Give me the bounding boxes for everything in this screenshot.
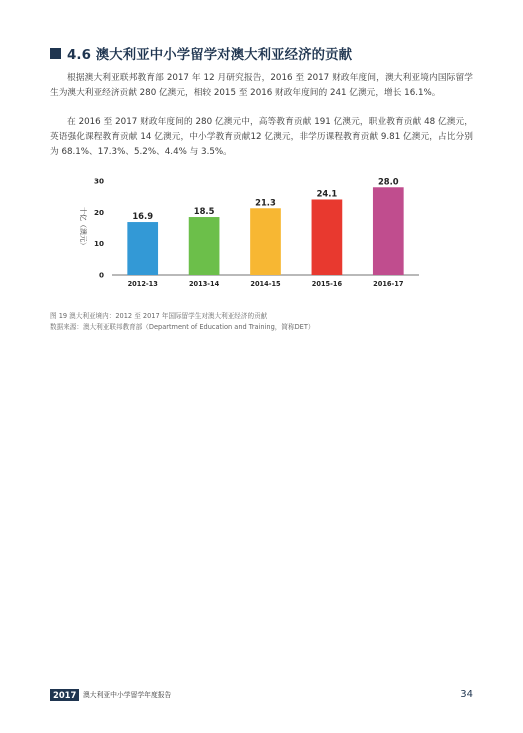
section-heading <box>50 44 352 63</box>
x-tick-label: 2014-15 <box>250 280 281 288</box>
y-tick-label: 0 <box>98 270 104 280</box>
footer <box>50 689 473 701</box>
footer-report-name: 澳大利亚中小学留学年度报告 <box>83 691 172 699</box>
paragraph-1: 根据澳大利亚联邦教育部 2017 年 12 月研究报告，2016 至 2017 财政年度间，澳大利亚境内国际留学生为澳大利亚经济贡献 280 亿澳元，相较 2015 至 2016 财政年度间的 241 亿澳元，增长 16.1%。 <box>50 73 473 98</box>
y-axis-label <box>79 207 88 249</box>
page-number: 34 <box>460 689 473 700</box>
y-tick-label: 20 <box>93 207 104 217</box>
bar-chart <box>74 172 434 297</box>
paragraph-2: 在 2016 至 2017 财政年度间的 280 亿澳元中，高等教育贡献 191 亿澳元，职业教育贡献 48 亿澳元，英语强化课程教育贡献 14 亿澳元，中小学教育贡献12 亿澳元，非学历课程教育贡献 9.81 亿澳元，占比分别为 68.1%、17.3%、5.2%、4.4% 与 3.5%。 <box>50 117 473 157</box>
bar-value-label: 28.0 <box>377 176 399 187</box>
y-tick-label: 30 <box>93 176 104 186</box>
bar-2014-15 <box>250 208 281 275</box>
x-tick-label: 2012-13 <box>127 280 158 288</box>
bar-value-label: 18.5 <box>193 206 215 217</box>
bar-2012-13 <box>127 222 158 275</box>
bar-value-label: 24.1 <box>316 188 338 199</box>
bar-2016-17 <box>373 187 404 275</box>
figure-caption: 图 19 澳大利亚境内：2012 至 2017 年国际留学生对澳大利亚经济的贡献 <box>50 312 268 320</box>
bar-2013-14 <box>189 217 220 275</box>
y-axis-label-text: 十亿（澳元） <box>79 207 87 249</box>
x-tick-label: 2015-16 <box>311 280 343 288</box>
bar-value-label: 16.9 <box>132 211 154 222</box>
footer-year: 2017 <box>50 689 79 701</box>
bar-2015-16 <box>312 199 343 275</box>
heading-square-icon <box>50 48 61 59</box>
x-tick-label: 2016-17 <box>373 280 404 288</box>
section-title: 4.6 澳大利亚中小学留学对澳大利亚经济的贡献 <box>67 48 353 63</box>
bar-value-label: 21.3 <box>255 197 276 208</box>
x-tick-label: 2013-14 <box>188 280 220 288</box>
y-tick-label: 10 <box>93 239 104 249</box>
source-caption: 数据来源：澳大利亚联邦教育部（Department of Education and Training，简称DET） <box>50 323 315 331</box>
